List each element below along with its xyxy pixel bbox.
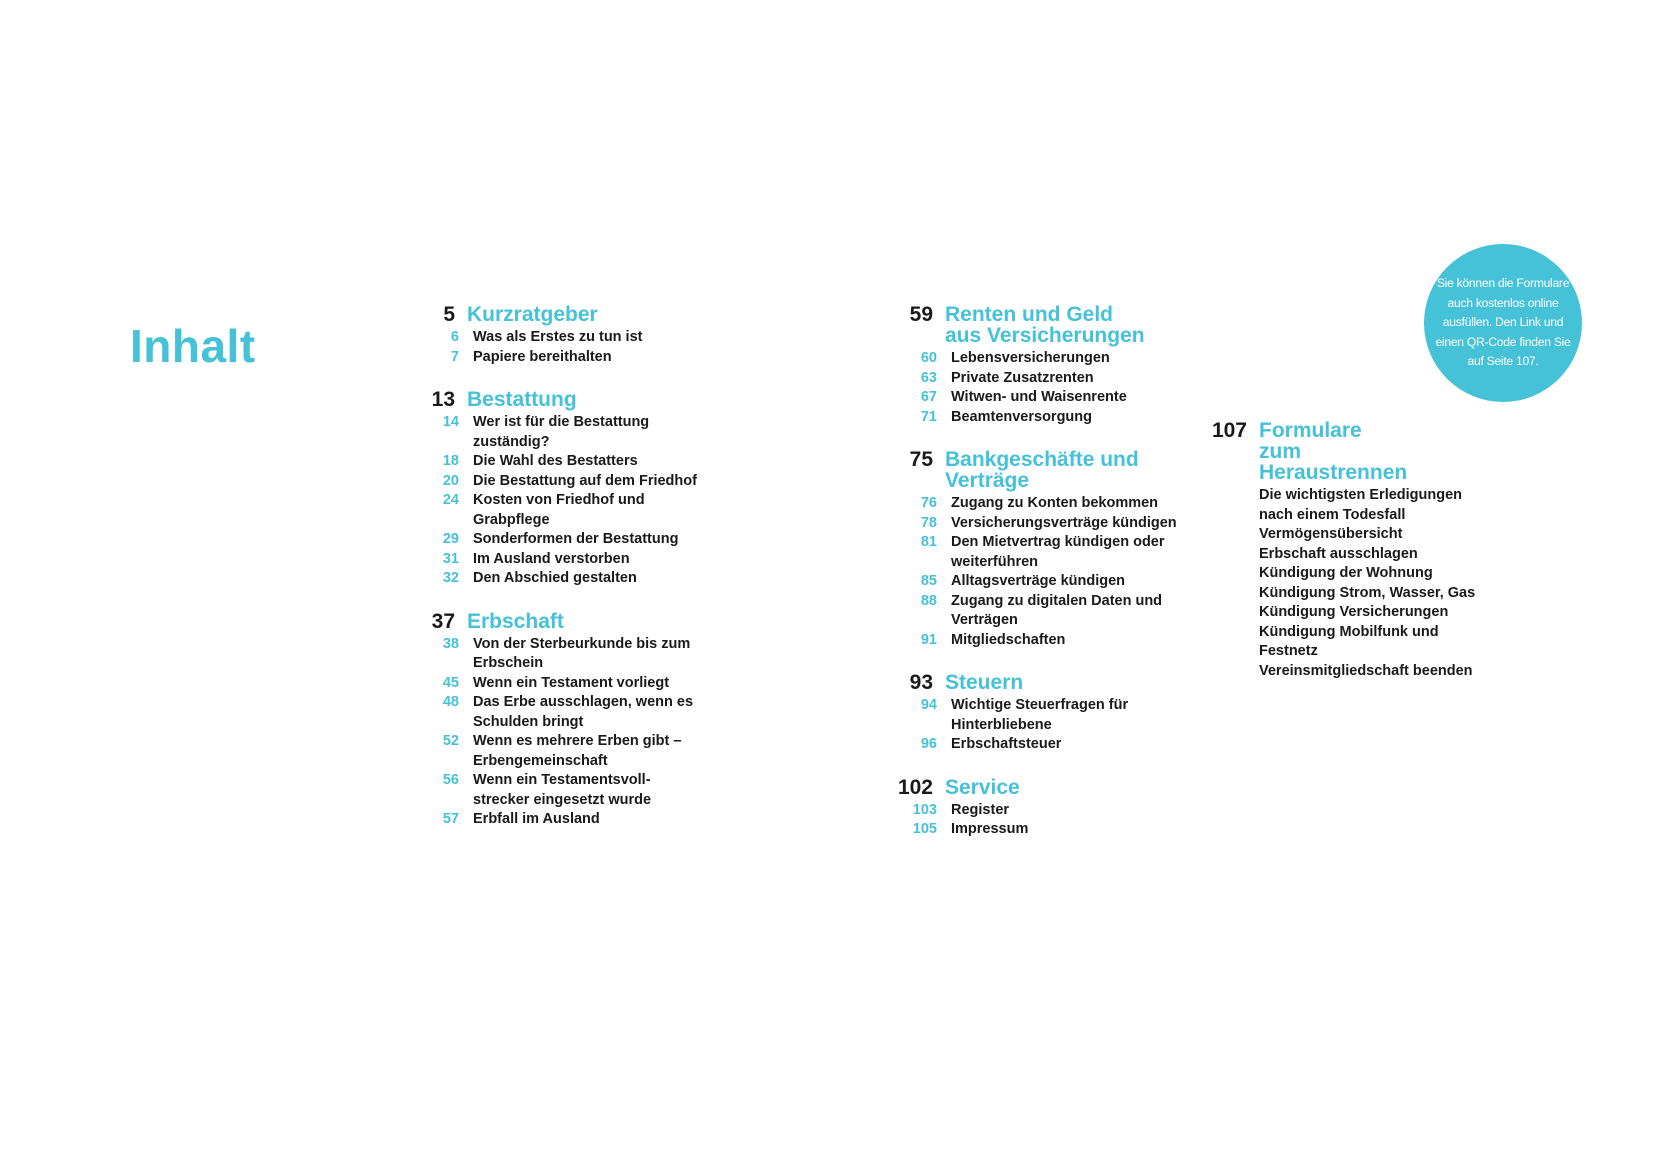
entry-title: Wichtige Steuerfragen für Hinterbliebene [951,697,1129,733]
toc-section [881,449,1201,650]
toc-entry[interactable] [881,494,1201,514]
entry-page-number: 20 [442,472,459,489]
entry-list [403,635,723,830]
toc-entry[interactable] [881,820,1201,840]
entry-title: Im Ausland verstorben [473,550,630,567]
form-item[interactable]: Kündigung Strom, Wasser, Gas [1259,584,1476,601]
entry-page-number: 81 [920,534,937,550]
toc-entry[interactable] [403,530,723,550]
form-item[interactable]: Vermögensübersicht [1259,526,1403,542]
entry-page-number: 18 [442,453,459,469]
section-page-number: 75 [909,448,933,471]
entry-page-number: 71 [920,408,937,425]
toc-entry[interactable] [881,631,1201,651]
entry-page-number: 32 [442,570,459,586]
section-head[interactable] [1195,420,1515,483]
toc-entry[interactable] [403,569,723,589]
toc-entry[interactable] [403,674,723,694]
entry-title: Die Bestattung auf dem Friedhof [473,472,697,489]
toc-entry[interactable] [881,388,1201,408]
toc-entry[interactable] [881,408,1201,428]
entry-list [881,494,1201,650]
toc-entry[interactable] [881,349,1201,369]
section-page-number: 13 [431,388,455,411]
forms-list [1259,486,1515,681]
section-page-number: 107 [1211,419,1247,442]
entry-title: Die Wahl des Bestatters [473,453,638,469]
entry-title: Mitgliedschaften [951,631,1066,648]
entry-title: Zugang zu digitalen Daten und Verträgen [951,592,1163,628]
page-title: Inhalt [130,319,256,372]
info-badge [1424,244,1582,402]
entry-title: Was als Erstes zu tun ist [473,329,643,345]
toc-column-1 [403,304,723,852]
toc-entry[interactable] [403,491,723,530]
entry-title: Wenn ein Testamentsvoll-strecker eingesetzt wurde [473,772,652,808]
toc-entry[interactable] [403,550,723,570]
entry-title: Kosten von Friedhof und Grabpflege [473,492,645,528]
toc-column-2 [881,304,1201,862]
section-title: Bankgeschäfte und Verträge [945,448,1139,492]
entry-page-number: 67 [920,389,937,405]
section-head[interactable] [881,304,1201,346]
section-title: Formulare zum Heraustrennen [1259,419,1408,484]
toc-entry[interactable] [403,348,723,368]
toc-entry[interactable] [403,810,723,830]
entry-title: Lebensversicherungen [951,350,1110,366]
entry-page-number: 24 [442,492,459,508]
entry-title: Versicherungsverträge kündigen [951,514,1177,531]
section-page-number: 102 [897,775,933,799]
section-head[interactable] [881,777,1201,798]
section-head[interactable] [403,611,723,632]
entry-page-number: 14 [442,414,459,430]
entry-page-number: 52 [442,733,459,749]
section-head[interactable] [403,389,723,410]
entry-list [881,801,1201,840]
toc-entry[interactable] [881,735,1201,755]
toc-entry[interactable] [881,592,1201,631]
toc-entry[interactable] [403,771,723,810]
form-item[interactable]: Erbschaft ausschlagen [1259,545,1418,562]
toc-entry[interactable] [881,572,1201,592]
entry-page-number: 78 [920,514,937,531]
form-item[interactable]: Kündigung der Wohnung [1259,565,1433,581]
entry-title: Register [951,801,1010,818]
entry-page-number: 85 [920,573,937,589]
info-badge-text: Sie können die Formulare auch kostenlos online ausfüllen. Den Link und einen QR-Code finden Sie auf Seite 107. [1435,276,1571,369]
entry-page-number: 103 [912,801,937,818]
entry-title: Wenn ein Testament vorliegt [473,674,670,691]
toc-entry[interactable] [881,514,1201,534]
section-title: Renten und Geld aus Versicherungen [945,303,1145,347]
toc-section [881,304,1201,427]
entry-title: Sonderformen der Bestattung [473,531,679,547]
entry-page-number: 29 [442,531,459,547]
entry-title: Den Mietvertrag kündigen oder weiterführen [951,534,1165,570]
entry-title: Alltagsverträge kündigen [951,573,1126,589]
toc-section [403,389,723,589]
section-title: Bestattung [467,388,577,411]
entry-title: Erbfall im Ausland [473,811,600,827]
entry-page-number: 91 [920,631,937,648]
toc-entry[interactable] [403,732,723,771]
entry-page-number: 38 [442,635,459,652]
section-page-number: 93 [909,671,933,694]
entry-page-number: 76 [920,495,937,511]
toc-entry[interactable] [403,413,723,452]
entry-list [403,328,723,367]
section-head[interactable] [881,672,1201,693]
section-head[interactable] [403,304,723,325]
toc-entry[interactable] [403,693,723,732]
entry-page-number: 94 [920,697,937,713]
section-head[interactable] [881,449,1201,491]
entry-page-number: 60 [920,350,937,366]
section-title: Kurzratgeber [467,303,598,326]
section-page-number: 37 [431,609,455,633]
toc-section [403,611,723,830]
toc-entry[interactable] [881,533,1201,572]
entry-title: Von der Sterbeurkunde bis zum Erbschein [473,635,691,671]
toc-section [881,777,1201,840]
entry-list [403,413,723,589]
section-page-number: 59 [909,303,933,326]
entry-page-number: 48 [442,694,459,710]
toc-column-3 [1195,420,1515,681]
entry-title: Private Zusatzrenten [951,369,1094,386]
entry-page-number: 96 [920,736,937,752]
entry-page-number: 63 [920,369,937,386]
entry-title: Wenn es mehrere Erben gibt – Erbengemeinschaft [473,733,682,769]
entry-title: Impressum [951,821,1029,837]
form-item[interactable]: Kündigung Mobilfunk und Festnetz [1259,623,1439,659]
entry-title: Den Abschied gestalten [473,570,637,586]
entry-list [881,349,1201,427]
entry-title: Zugang zu Konten bekommen [951,495,1159,511]
section-title: Steuern [945,671,1024,694]
toc-entry[interactable] [881,696,1201,735]
entry-page-number: 88 [920,592,937,609]
entry-title: Papiere bereithalten [473,348,612,365]
toc-section [403,304,723,367]
toc-entry[interactable] [403,452,723,472]
entry-title: Das Erbe ausschlagen, wenn es Schulden bringt [473,694,694,730]
entry-title: Beamtenversorgung [951,408,1093,425]
entry-list [881,696,1201,755]
toc-entry[interactable] [881,801,1201,821]
entry-title: Wer ist für die Bestattung zuständig? [473,414,650,450]
entry-page-number: 57 [442,811,459,827]
entry-page-number: 7 [450,348,459,365]
entry-title: Erbschaftsteuer [951,736,1062,752]
form-item[interactable]: Die wichtigsten Erledigungen nach einem Todesfall [1259,487,1463,523]
entry-title: Witwen- und Waisenrente [951,389,1127,405]
entry-page-number: 31 [442,550,459,567]
section-page-number: 5 [443,303,455,326]
entry-page-number: 56 [442,772,459,788]
toc-entry[interactable] [403,328,723,348]
toc-entry[interactable] [403,472,723,492]
section-title: Erbschaft [467,609,564,633]
toc-entry[interactable] [881,369,1201,389]
toc-entry[interactable] [403,635,723,674]
section-title: Service [945,775,1020,799]
form-item[interactable]: Vereinsmitgliedschaft beenden [1259,662,1473,679]
entry-page-number: 45 [442,674,459,691]
entry-page-number: 105 [912,821,937,837]
entry-page-number: 6 [450,329,459,345]
toc-section [881,672,1201,755]
form-item[interactable]: Kündigung Versicherungen [1259,604,1449,620]
